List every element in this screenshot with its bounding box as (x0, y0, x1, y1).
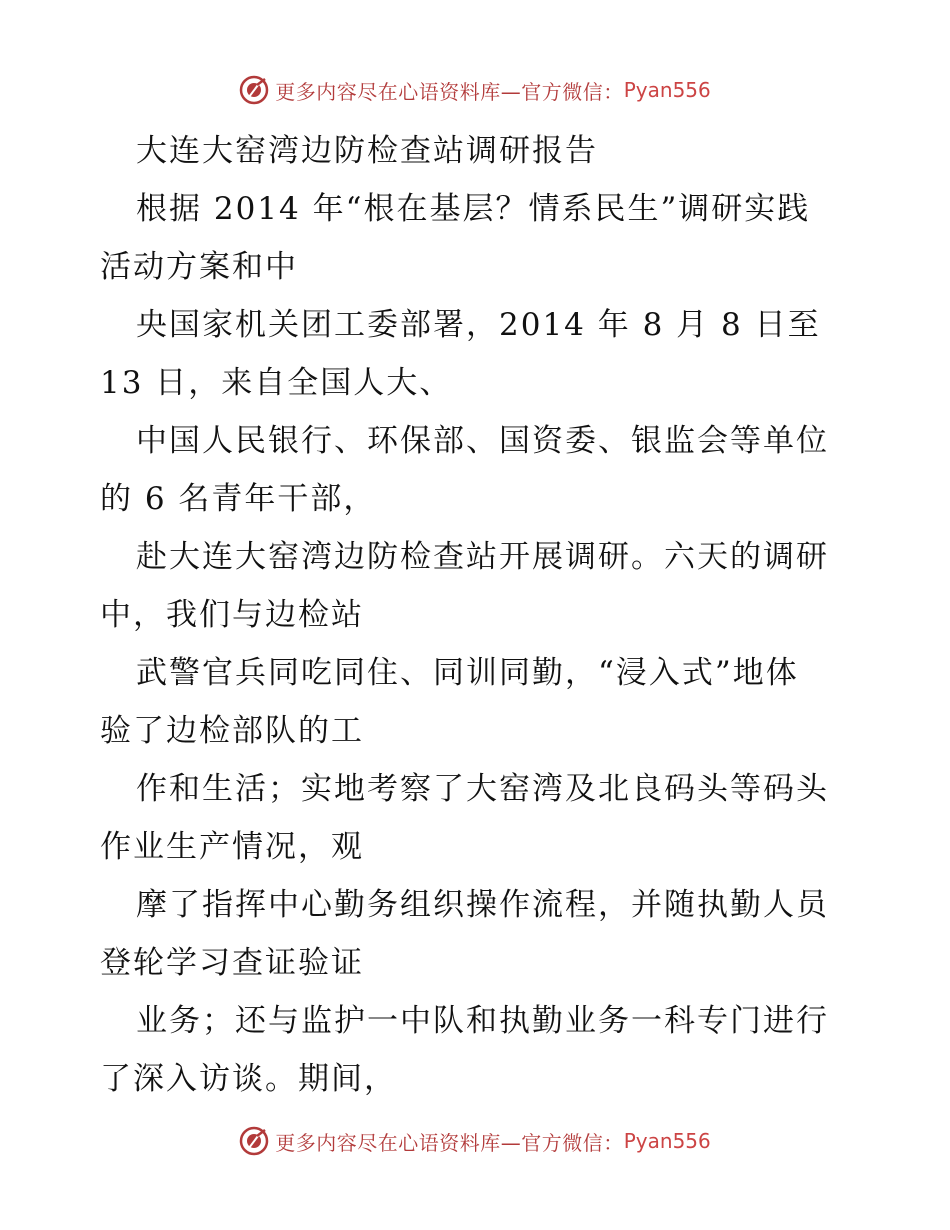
footer-handle: Pyan556 (623, 1129, 711, 1153)
logo-icon (239, 1126, 269, 1156)
document-line: 根据 2014 年“根在基层？情系民生”调研实践 (136, 191, 811, 227)
document-body (100, 122, 860, 1108)
document-line: 中，我们与边检站 (100, 597, 364, 633)
logo-icon (239, 75, 269, 105)
header-handle: Pyan556 (623, 78, 711, 102)
document-line: 中国人民银行、环保部、国资委、银监会等单位 (136, 423, 829, 459)
header-text: 更多内容尽在心语资料库—官方微信： (275, 79, 624, 104)
document-line: 的 6 名青年干部， (100, 481, 377, 517)
document-line: 作和生活；实地考察了大窑湾及北良码头等码头 (136, 771, 829, 807)
header-watermark (0, 72, 950, 108)
document-line: 验了边检部队的工 (100, 713, 364, 749)
footer-text: 更多内容尽在心语资料库—官方微信： (275, 1130, 624, 1155)
document-line: 武警官兵同吃同住、同训同勤，“浸入式”地体 (136, 655, 799, 691)
document-line: 作业生产情况，观 (100, 829, 364, 865)
document-line: 业务；还与监护一中队和执勤业务一科专门进行 (136, 1003, 829, 1039)
document-line: 活动方案和中 (100, 249, 298, 285)
footer-watermark (0, 1123, 950, 1159)
document-line: 赴大连大窑湾边防检查站开展调研。六天的调研 (136, 539, 829, 575)
document-line: 摩了指挥中心勤务组织操作流程，并随执勤人员 (136, 887, 829, 923)
document-line: 了深入访谈。期间， (100, 1061, 397, 1097)
document-line: 央国家机关团工委部署，2014 年 8 月 8 日至 (136, 307, 821, 343)
document-line: 大连大窑湾边防检查站调研报告 (136, 133, 598, 169)
document-line: 登轮学习查证验证 (100, 945, 364, 981)
document-line: 13 日，来自全国人大、 (100, 365, 453, 401)
